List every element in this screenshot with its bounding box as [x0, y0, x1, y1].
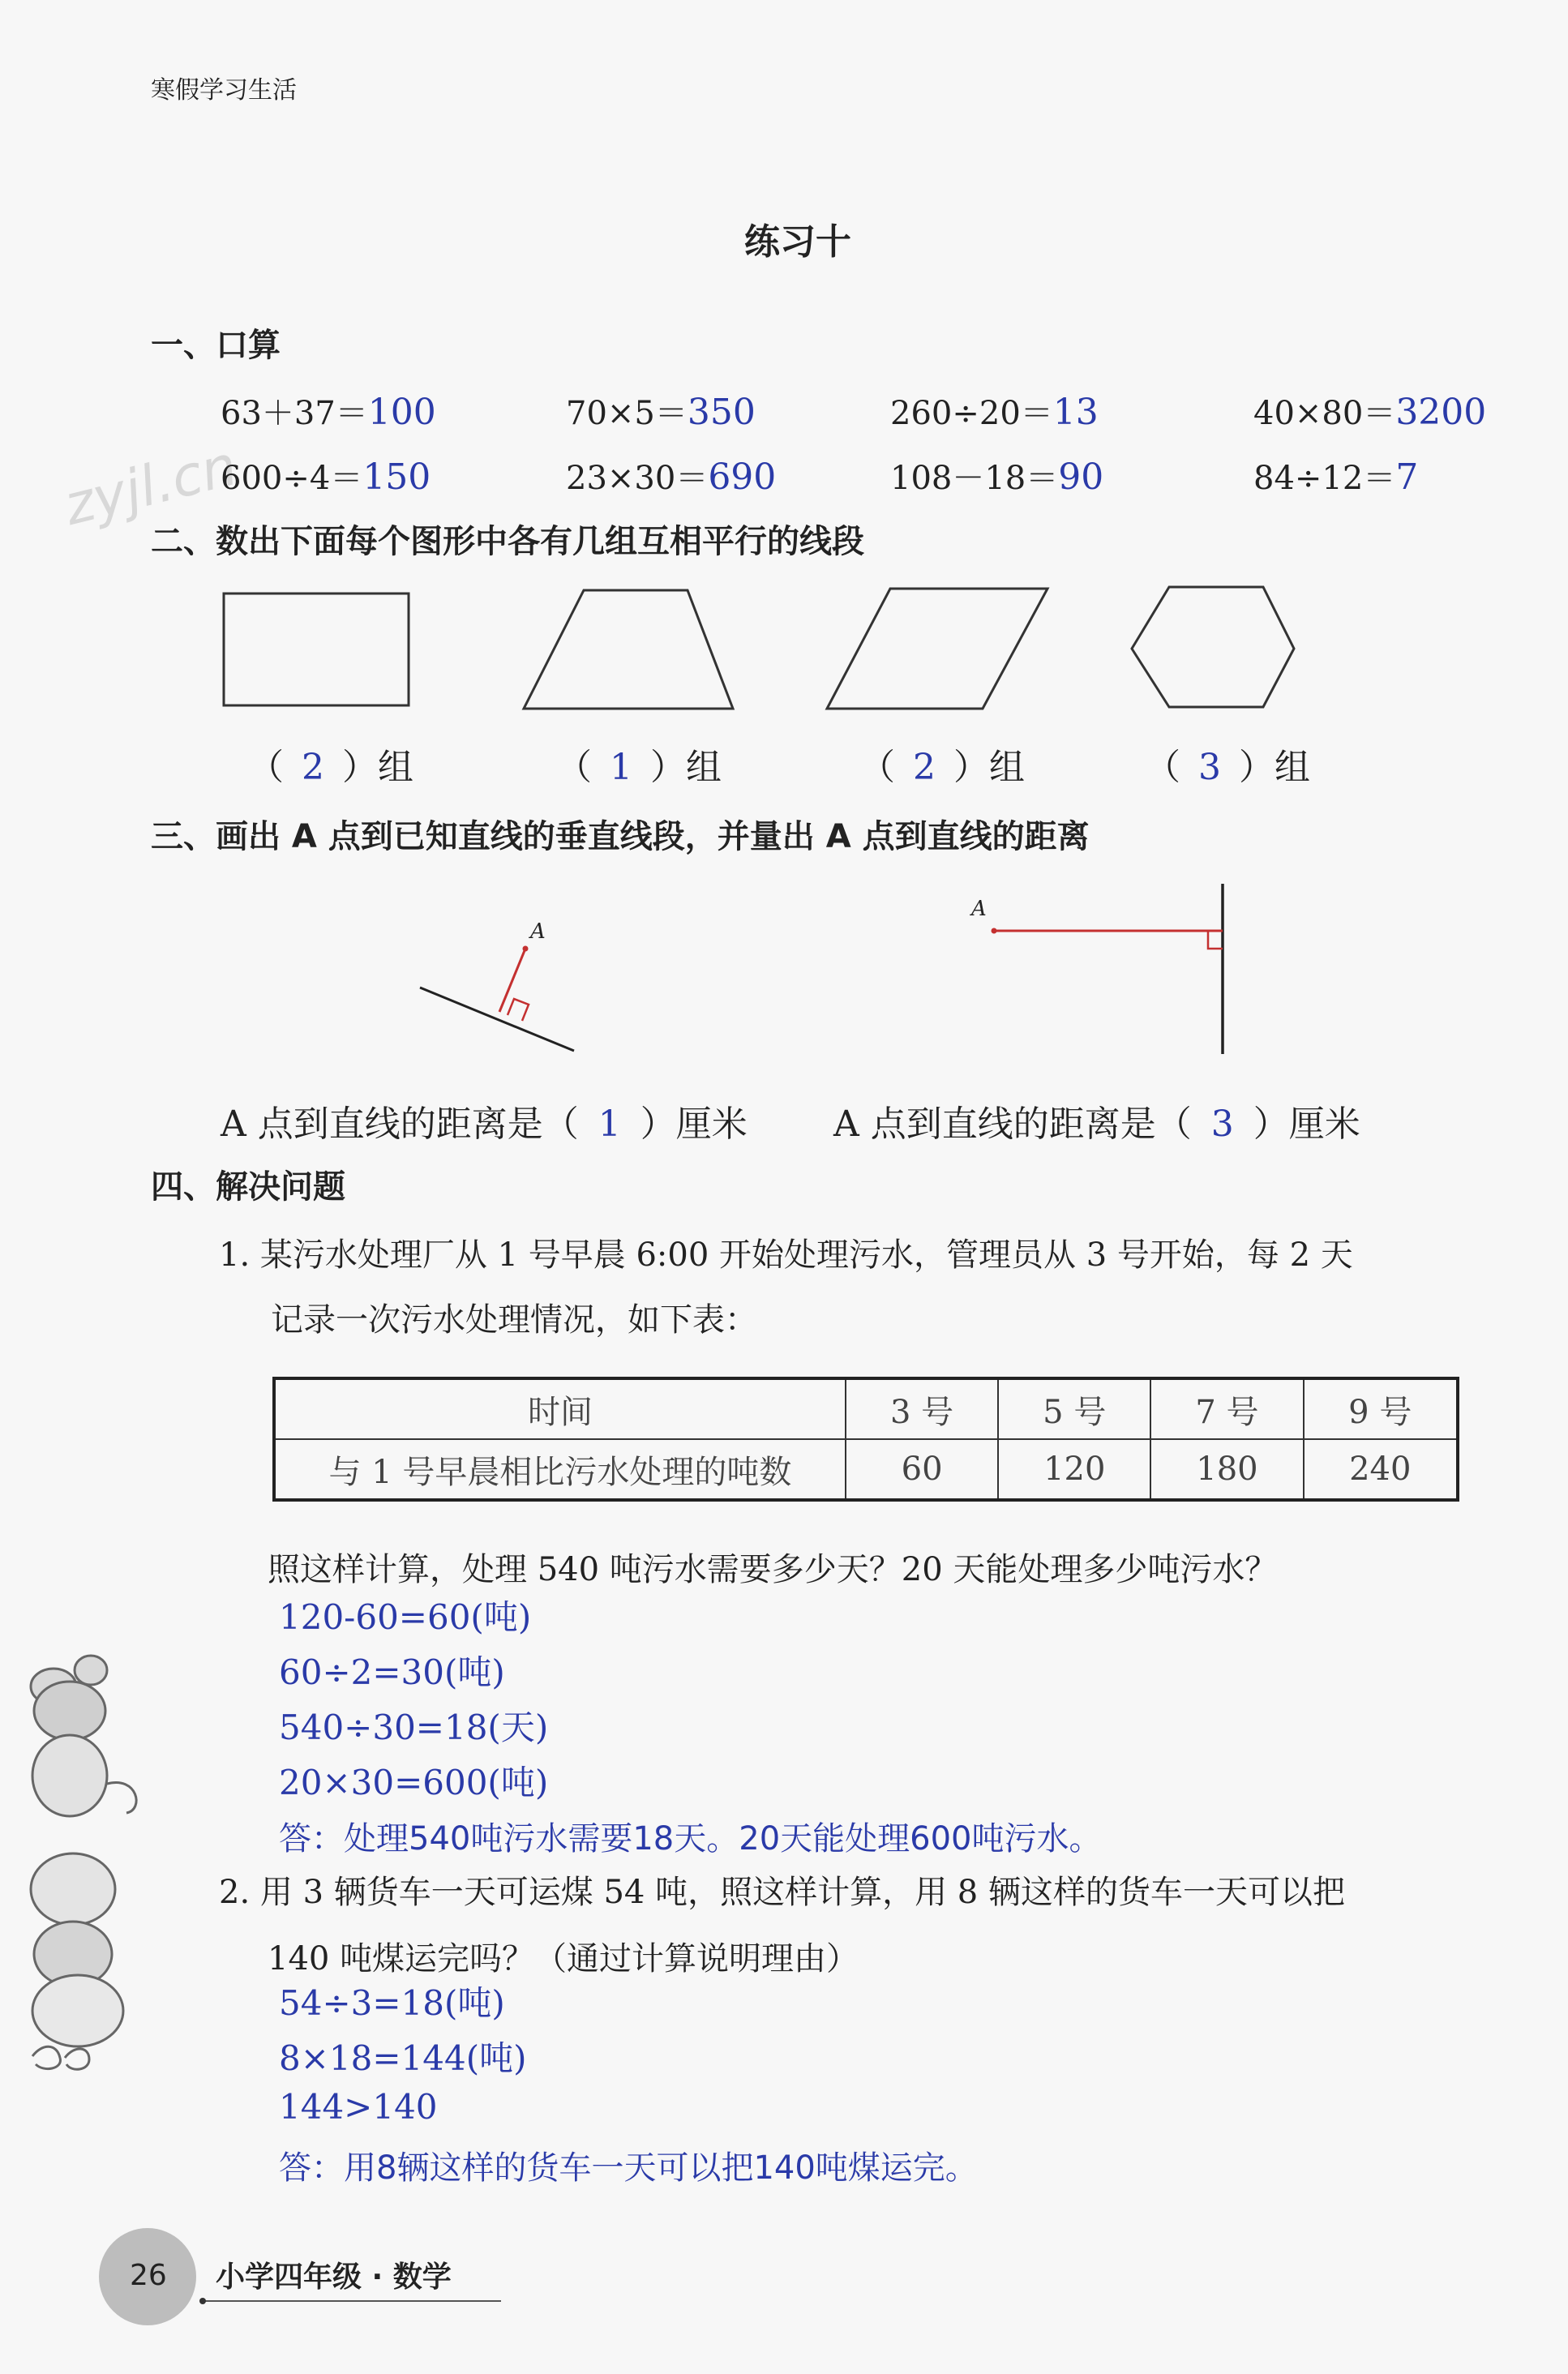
parallel-count-parallelogram: （ 2 ）组	[859, 747, 1025, 788]
problem1-work-line: 20×30=600(吨)	[279, 1763, 549, 1802]
problem1-answer: 答：处理540吨污水需要18天。20天能处理600吨污水。	[279, 1820, 1102, 1858]
problem1-work-line: 540÷30=18(天)	[279, 1708, 549, 1747]
oral-calc-item: 108－18＝90	[890, 456, 1104, 498]
oral-calc-item: 63＋37＝100	[221, 392, 436, 433]
oral-calc-item: 23×30＝690	[566, 456, 777, 498]
distance-answer-left: A 点到直线的距离是（ 1 ）厘米	[221, 1103, 748, 1145]
problem1-line1: 1. 某污水处理厂从 1 号早晨 6:00 开始处理污水，管理员从 3 号开始，每 2 天	[219, 1236, 1353, 1274]
point-a-label-right: A	[971, 897, 987, 921]
oral-calc-item: 600÷4＝150	[221, 456, 431, 498]
exercise-title: 练习十	[744, 221, 851, 263]
problem1-work-line: 60÷2=30(吨)	[279, 1652, 505, 1692]
point-a-label-left: A	[530, 919, 546, 944]
parallel-count-rectangle: （ 2 ）组	[248, 747, 413, 788]
watermark: zyjl.cn	[58, 434, 244, 538]
point-a-left	[523, 946, 529, 952]
oral-calc-item: 70×5＝350	[566, 392, 756, 433]
oral-calc-item: 260÷20＝13	[890, 392, 1099, 433]
book-header: 寒假学习生活	[151, 76, 297, 105]
parallel-count-hexagon: （ 3 ）组	[1145, 747, 1310, 788]
distance-answer-right: A 点到直线的距离是（ 3 ）厘米	[833, 1103, 1360, 1145]
problem1-line2: 记录一次污水处理情况，如下表：	[271, 1301, 757, 1339]
parallel-count-trapezoid: （ 1 ）组	[556, 747, 722, 788]
problem2-answer: 答：用8辆这样的货车一天可以把140吨煤运完。	[279, 2149, 978, 2187]
problem1-question: 照这样计算，处理 540 吨污水需要多少天？20 天能处理多少吨污水？	[268, 1551, 1278, 1588]
table-row: 与 1 号早晨相比污水处理的吨数 60 120 180 240	[274, 1439, 1458, 1500]
section1-heading: 一、口算	[151, 327, 281, 364]
parallelogram-shape	[827, 589, 1047, 709]
problem1-work-line: 120-60=60(吨)	[279, 1597, 532, 1637]
problem2-line2: 140 吨煤运完吗？（通过计算说明理由）	[268, 1940, 859, 1978]
problem2-line1: 2. 用 3 辆货车一天可运煤 54 吨，照这样计算，用 8 辆这样的货车一天可以把	[219, 1874, 1345, 1911]
point-a-right	[992, 928, 997, 934]
cat-cartoon	[31, 1853, 123, 2069]
given-line-left	[420, 988, 574, 1051]
section4-heading: 四、解决问题	[151, 1168, 345, 1206]
right-angle-mark-left	[508, 999, 529, 1021]
section3-heading: 三、画出 A 点到已知直线的垂直线段，并量出 A 点到直线的距离	[151, 818, 1090, 855]
right-angle-mark-right	[1208, 931, 1223, 949]
oral-calc-item: 84÷12＝7	[1253, 456, 1419, 498]
table-row: 时间 3 号 5 号 7 号 9 号	[274, 1378, 1458, 1439]
section2-heading: 二、数出下面每个图形中各有几组互相平行的线段	[151, 523, 864, 560]
footer-subtitle: 小学四年级 · 数学	[216, 2260, 452, 2294]
problem2-work-line: 54÷3=18(吨)	[279, 1983, 505, 2023]
trapezoid-shape	[524, 590, 733, 709]
problem2-work-line: 144>140	[279, 2087, 438, 2127]
mouse-cartoon	[31, 1656, 136, 1816]
sewage-data-table	[272, 1377, 1459, 1502]
problem2-work-line: 8×18=144(吨)	[279, 2038, 527, 2078]
footer-dot	[199, 2298, 206, 2304]
hexagon-shape	[1132, 587, 1294, 707]
oral-calc-item: 40×80＝3200	[1253, 392, 1487, 433]
page-number: 26	[130, 2259, 167, 2292]
rectangle-shape	[224, 594, 409, 705]
